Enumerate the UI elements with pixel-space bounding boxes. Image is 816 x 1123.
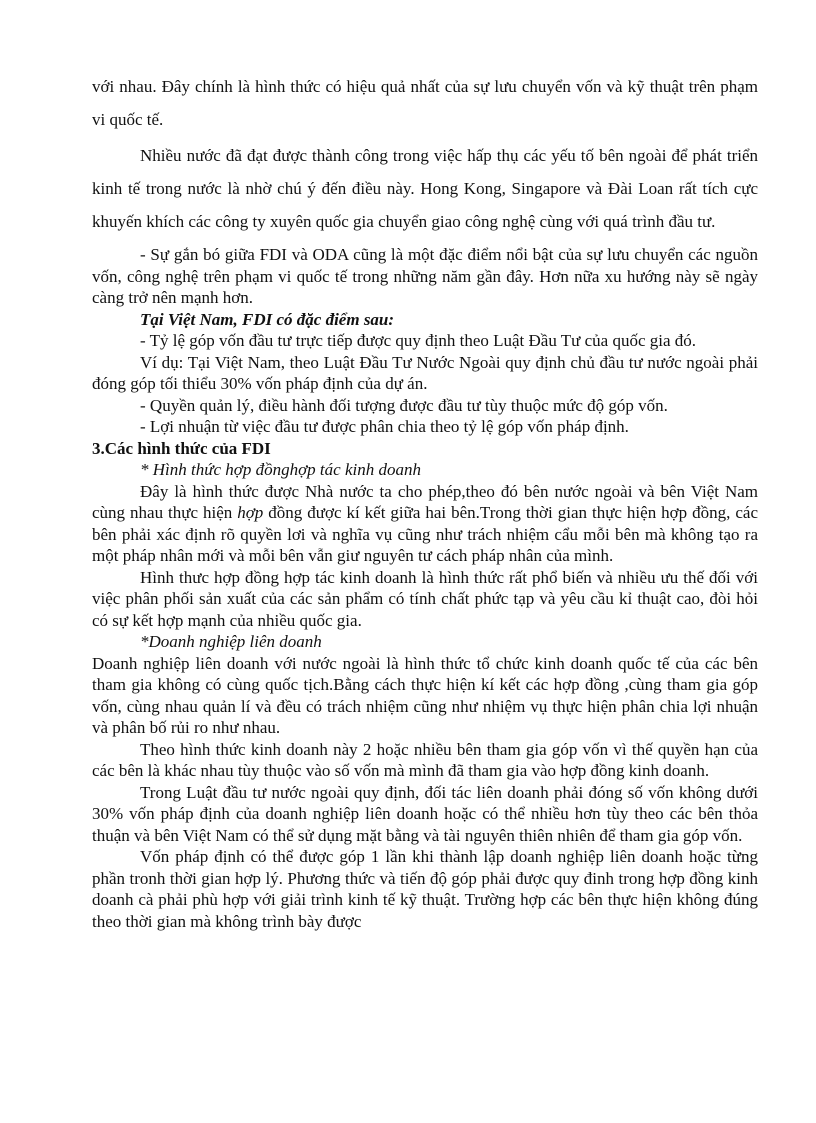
paragraph: Trong Luật đầu tư nước ngoài quy định, đối tác liên doanh phải đóng số vốn không dưới 30% vốn pháp định của doanh nghiệp liên doanh hoặc có thể nhiều hơn tùy theo các bên thỏa thuận và bên Việt Nam có thể sử dụng mặt bằng và tài nguyên thiên nhiên để tham gia góp vốn. bbox=[92, 782, 758, 845]
paragraph-text: đồng được kí kết giữa hai bên.Trong thời gian thực hiện hợp đồng, các bên phải xác định rõ quyền lơi và nghĩa vụ cũng như trách nhiệm cẩu mỗi bên mà không tạo ra một pháp nhân mới và mỗi bên vẫn giư nguyên tư cách pháp nhân của mình. bbox=[92, 503, 758, 565]
paragraph: Hình thưc hợp đồng hợp tác kinh doanh là hình thức rất phổ biến và nhiều ưu thế đối với việc phân phối sản xuất của các sản phẩm có tính chất phức tạp và yêu cầu kỉ thuật cao, đòi hỏi có sự kết hợp mạnh của nhiều quốc gia. bbox=[92, 567, 758, 630]
subsection-heading: * Hình thức hợp đồnghợp tác kinh doanh bbox=[140, 460, 421, 479]
paragraph-text: Đây là hình thức được Nhà nước ta cho phép,theo đó bên nước ngoài và bên Việt Nam cùng nhau thực hiện bbox=[92, 481, 758, 522]
section-heading: 3.Các hình thức của FDI bbox=[92, 438, 271, 458]
subsection-heading: *Doanh nghiệp liên doanh bbox=[140, 632, 322, 651]
section-subheading: Tại Việt Nam, FDI có đặc điểm sau: bbox=[140, 309, 395, 329]
paragraph: - Tỷ lệ góp vốn đầu tư trực tiếp được quy định theo Luật Đầu Tư của quốc gia đó. bbox=[140, 331, 697, 350]
paragraph: với nhau. Đây chính là hình thức có hiệu quả nhất của sự lưu chuyển vốn và kỹ thuật trên phạm vi quốc tế. bbox=[92, 77, 758, 129]
paragraph: Ví dụ: Tại Việt Nam, theo Luật Đầu Tư Nước Ngoài quy định chủ đầu tư nước ngoài phải đóng góp tối thiểu 30% vốn pháp định của dự án. bbox=[92, 352, 758, 393]
paragraph bbox=[92, 481, 758, 567]
paragraph: - Sự gắn bó giữa FDI và ODA cũng là một đặc điểm nổi bật của sự lưu chuyển các nguồn vốn, công nghệ trên phạm vi quốc tế trong những năm gần đây. Hơn nữa xu hướng này sẽ ngày càng trở nên mạnh hơn. bbox=[92, 245, 758, 307]
italic-word: hợp bbox=[237, 503, 264, 522]
paragraph: - Quyền quản lý, điều hành đối tượng được đầu tư tùy thuộc mức độ góp vốn. bbox=[140, 395, 668, 415]
paragraph: Doanh nghiệp liên doanh với nước ngoài là hình thức tổ chức kinh doanh quốc tế của các bên tham gia không có cùng quốc tịch.Bằng cách thực hiện kí kết các hợp đồng ,cùng tham gia góp vốn, cùng nhau quản lí và đều có trách nhiệm cũng như nhiệm vụ thực hiện phân chia lợi nhuận và phân bố rủi ro như nhau. bbox=[92, 653, 758, 737]
paragraph: - Lợi nhuận từ việc đầu tư được phân chia theo tỷ lệ góp vốn pháp định. bbox=[140, 417, 629, 436]
paragraph: Nhiều nước đã đạt được thành công trong việc hấp thụ các yếu tố bên ngoài để phát triển kinh tế trong nước là nhờ chú ý đến điều này. Hong Kong, Singapore và Đài Loan rất tích cực khuyến khích các công ty xuyên quốc gia chuyển giao công nghệ cùng với quá trình đầu tư. bbox=[92, 146, 758, 231]
paragraph: Vốn pháp định có thể được góp 1 lần khi thành lập doanh nghiệp liên doanh hoặc từng phần tronh thời gian hợp lý. Phương thức và tiến độ góp phải được quy đinh trong hợp đồng kinh doanh cà phải phù hợp với giải trình kinh tế kỹ thuật. Trường hợp các bên thực hiện không đúng theo thời gian mà không trình bày được bbox=[92, 847, 758, 931]
paragraph: Theo hình thức kinh doanh này 2 hoặc nhiều bên tham gia góp vốn vì thế quyền hạn của các bên là khác nhau tùy thuộc vào số vốn mà mình đã tham gia vào hợp đồng kinh doanh. bbox=[92, 739, 758, 780]
document-body bbox=[92, 70, 758, 932]
